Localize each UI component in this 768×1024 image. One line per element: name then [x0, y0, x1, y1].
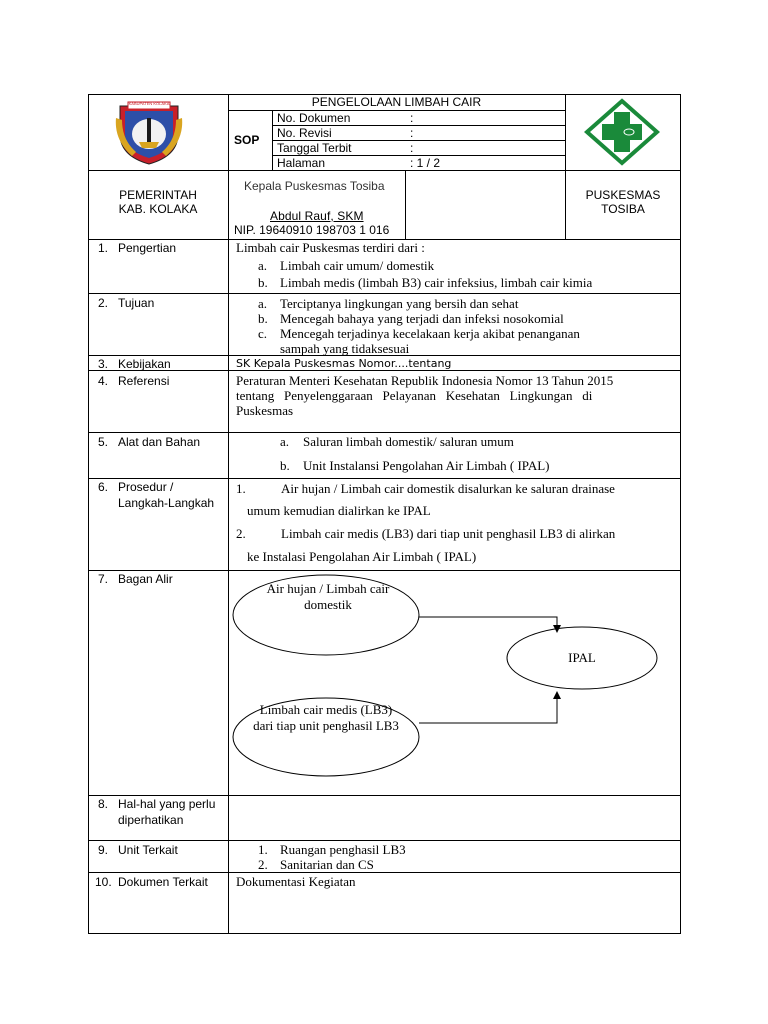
s3-text: SK Kepala Puskesmas Nomor....tentang — [236, 357, 452, 370]
flow-arrow-domestic — [419, 617, 557, 632]
s3-num: 3. — [98, 357, 109, 371]
s5-item-a-marker: a. — [280, 434, 290, 449]
s9-num: 9. — [98, 843, 109, 857]
s9-label: Unit Terkait — [118, 843, 178, 857]
org-left — [88, 188, 228, 216]
org-left-line1: PEMERINTAH — [119, 188, 197, 202]
s4-num: 4. — [98, 374, 109, 388]
flow-node-domestic-label — [228, 581, 428, 613]
s9-item-2-marker: 2. — [258, 857, 268, 872]
s2-num: 2. — [98, 296, 109, 310]
table-border-bottom — [88, 933, 681, 934]
divider — [565, 94, 566, 240]
org-right-line1: PUSKESMAS — [585, 188, 661, 202]
s6-label2: Langkah-Langkah — [118, 496, 215, 510]
s6-p2-marker: 2. — [236, 526, 246, 541]
divider — [88, 170, 681, 171]
org-right-line2: TOSIBA — [601, 202, 645, 216]
s2-item-c: Mencegah terjadinya kecelakaan kerja akibat penanganan — [280, 326, 580, 341]
s5-item-a: Saluran limbah domestik/ saluran umum — [303, 434, 514, 449]
divider — [88, 872, 681, 873]
s4-line2: tentang Penyelenggaraan Pelayanan Kesehatan Lingkungan di — [236, 388, 593, 403]
meta-label-dokumen: No. Dokumen — [277, 111, 351, 125]
position-title: Kepala Puskesmas Tosiba — [244, 179, 385, 193]
s2-item-c-marker: c. — [258, 326, 268, 341]
flow-node-ipal-label: IPAL — [568, 650, 596, 665]
signer-nip: NIP. 19640910 198703 1 016 — [234, 223, 390, 237]
s9-item-1-marker: 1. — [258, 842, 268, 857]
s7-num: 7. — [98, 572, 109, 586]
meta-value-dokumen: : — [410, 111, 414, 125]
divider — [88, 840, 681, 841]
s5-num: 5. — [98, 435, 109, 449]
s1-item-a-marker: a. — [258, 258, 268, 273]
flow-arrow-medical — [419, 692, 557, 723]
s9-item-2: Sanitarian dan CS — [280, 857, 374, 872]
s6-p1-line1: Air hujan / Limbah cair domestik disalurkan ke saluran drainase — [281, 481, 615, 496]
divider — [88, 293, 681, 294]
s1-num: 1. — [98, 241, 109, 255]
s2-item-b: Mencegah bahaya yang terjadi dan infeksi nosokomial — [280, 311, 564, 326]
s5-item-b-marker: b. — [280, 458, 290, 473]
org-right — [565, 188, 681, 216]
s5-item-b: Unit Instalansi Pengolahan Air Limbah ( IPAL) — [303, 458, 550, 473]
s10-text: Dokumentasi Kegiatan — [236, 874, 356, 889]
s2-label: Tujuan — [118, 296, 155, 310]
s8-label1: Hal-hal yang perlu — [118, 797, 216, 811]
signer-name: Abdul Rauf, SKM — [270, 209, 364, 223]
divider — [88, 478, 681, 479]
sop-label: SOP — [234, 133, 260, 147]
meta-label-revisi: No. Revisi — [277, 126, 332, 140]
flow-node-medical-line1: Limbah cair medis (LB3) — [259, 702, 393, 717]
divider — [88, 795, 681, 796]
s5-label: Alat dan Bahan — [118, 435, 201, 449]
s1-label: Pengertian — [118, 241, 177, 255]
logo-right — [584, 98, 660, 166]
meta-label-halaman: Halaman — [277, 156, 326, 170]
kolaka-emblem-icon — [112, 100, 186, 166]
s6-p1-line2: umum kemudian dialirkan ke IPAL — [247, 503, 431, 518]
flow-node-domestic-line2: domestik — [304, 597, 352, 612]
s2-item-c-cont: sampah yang tidaksesuai — [280, 341, 410, 356]
s1-item-b: Limbah medis (limbah B3) cair infeksius, limbah cair kimia — [280, 275, 593, 290]
logo-left-lettering: KABUPATEN KOLAKA — [128, 101, 170, 106]
s6-num: 6. — [98, 480, 109, 494]
s2-item-b-marker: b. — [258, 311, 268, 326]
logo-left — [112, 100, 186, 166]
s3-label: Kebijakan — [118, 357, 171, 371]
org-left-line2: KAB. KOLAKA — [118, 202, 198, 216]
meta-value-revisi: : — [410, 126, 414, 140]
divider — [228, 94, 229, 934]
s2-item-a-marker: a. — [258, 296, 268, 311]
flow-node-domestic-line1: Air hujan / Limbah cair — [266, 581, 390, 596]
s8-label2: diperhatikan — [118, 813, 184, 827]
s1-intro: Limbah cair Puskesmas terdiri dari : — [236, 240, 425, 255]
s6-p2-line1: Limbah cair medis (LB3) dari tiap unit penghasil LB3 di alirkan — [281, 526, 616, 541]
puskesmas-logo-icon — [584, 98, 660, 166]
s10-label: Dokumen Terkait — [118, 875, 208, 889]
s8-num: 8. — [98, 797, 109, 811]
table-border-right — [680, 94, 681, 934]
s1-item-b-marker: b. — [258, 275, 268, 290]
s2-item-a: Terciptanya lingkungan yang bersih dan sehat — [280, 296, 519, 311]
s4-label: Referensi — [118, 374, 170, 388]
s9-item-1: Ruangan penghasil LB3 — [280, 842, 406, 857]
flow-node-medical-line2: dari tiap unit penghasil LB3 — [253, 718, 399, 733]
divider — [88, 370, 681, 371]
s6-p2-line2: ke Instalasi Pengolahan Air Limbah ( IPAL) — [247, 549, 477, 564]
s7-label: Bagan Alir — [118, 572, 173, 586]
s6-label1: Prosedur / — [118, 480, 174, 494]
flow-node-medical-label — [226, 702, 426, 734]
s10-num: 10. — [95, 875, 112, 889]
meta-value-tanggal: : — [410, 141, 414, 155]
doc-title: PENGELOLAAN LIMBAH CAIR — [311, 95, 482, 109]
divider — [88, 432, 681, 433]
meta-label-tanggal: Tanggal Terbit — [277, 141, 352, 155]
s6-p1-marker: 1. — [236, 481, 246, 496]
divider — [405, 170, 406, 240]
s1-item-a: Limbah cair umum/ domestik — [280, 258, 435, 273]
meta-value-halaman: : 1 / 2 — [410, 156, 441, 170]
s4-line3: Puskesmas — [236, 403, 294, 418]
table-border-left — [88, 94, 89, 934]
s4-line1: Peraturan Menteri Kesehatan Republik Indonesia Nomor 13 Tahun 2015 — [236, 373, 614, 388]
